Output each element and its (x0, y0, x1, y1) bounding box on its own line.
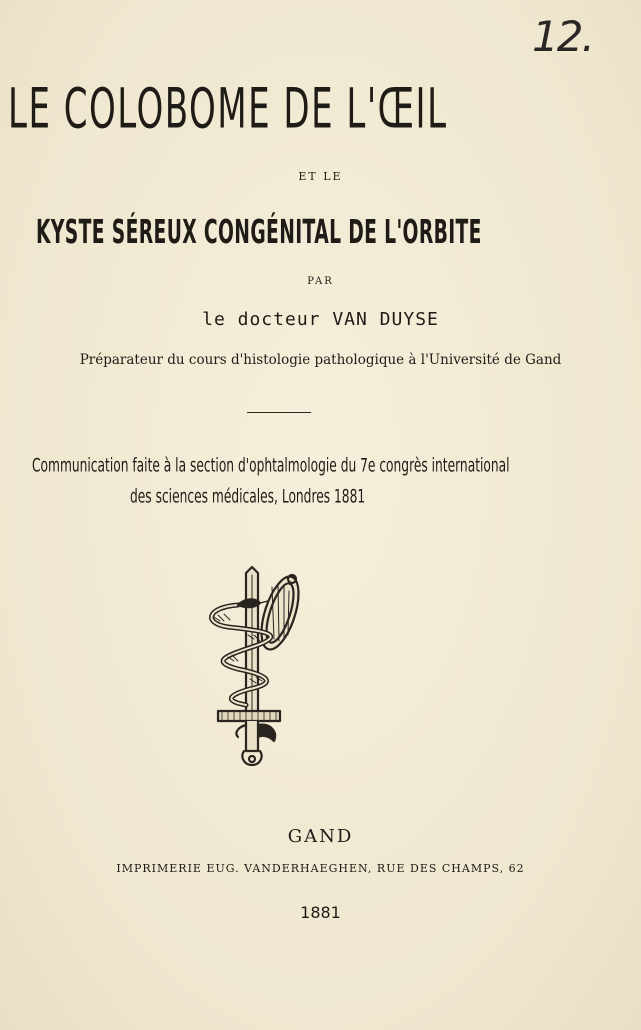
pencil-mark: 12. (532, 12, 593, 61)
printer-imprint: IMPRIMERIE EUG. VANDERHAEGHEN, RUE DES CHAMPS, 62 (116, 862, 525, 875)
communication-line-2: des sciences médicales, Londres 1881 (130, 486, 366, 508)
main-title: LE COLOBOME DE L'ŒIL (8, 76, 448, 141)
author-name: le docteur VAN DUYSE (202, 309, 439, 330)
author-affiliation: Préparateur du cours d'histologie pathologique à l'Université de Gand (79, 352, 562, 368)
divider-rule (247, 412, 311, 413)
connector-text: ET LE (298, 170, 343, 183)
publication-city: GAND (287, 826, 354, 847)
by-label: PAR (307, 276, 334, 287)
caduceus-emblem-icon (188, 565, 308, 770)
subtitle: KYSTE SÉREUX CONGÉNITAL DE L'ORBITE (36, 214, 482, 252)
communication-line-1: Communication faite à la section d'ophtalmologie du 7e congrès international (32, 455, 510, 477)
publication-year: 1881 (300, 903, 341, 922)
